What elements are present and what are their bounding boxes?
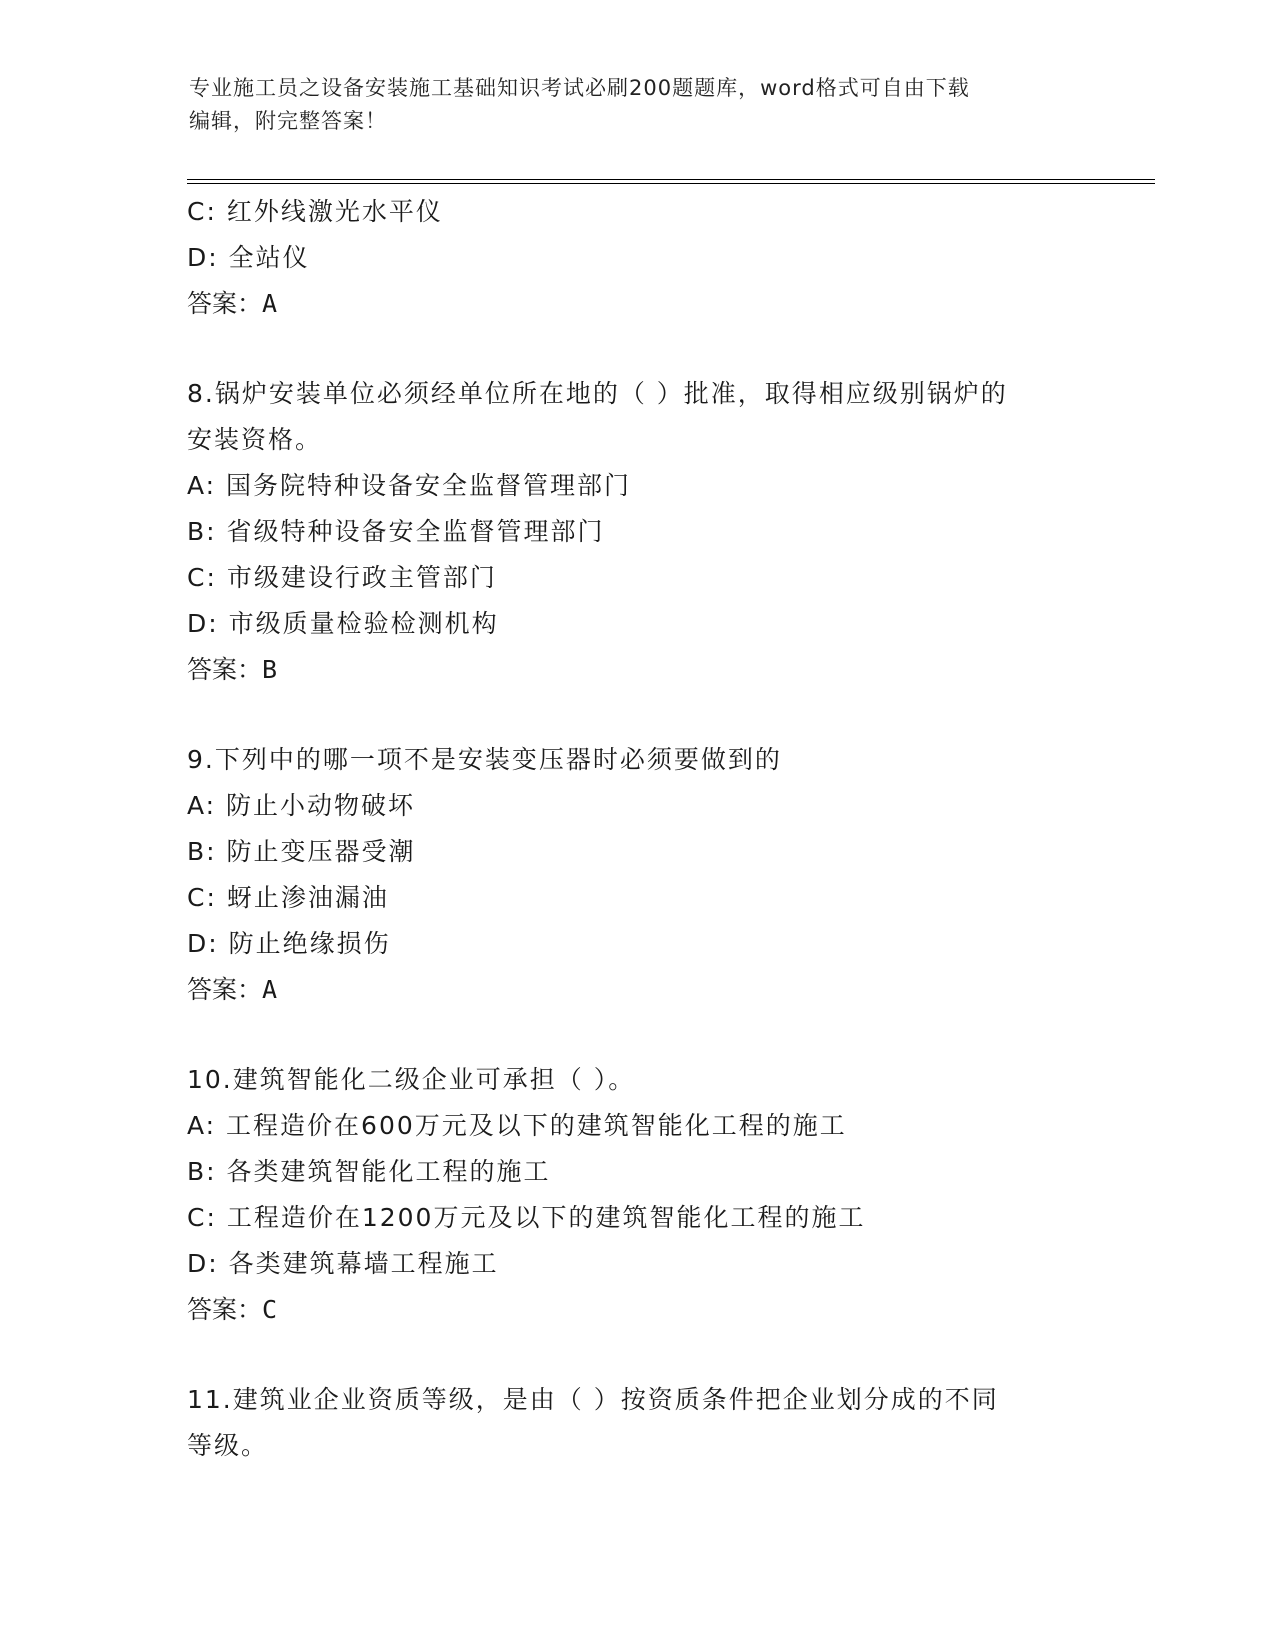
- option-a: A: 国务院特种设备安全监督管理部门: [187, 471, 632, 500]
- option-d: D: 防止绝缘损伤: [187, 929, 391, 958]
- answer-label: 答案：: [187, 655, 263, 684]
- answer-value: A: [262, 289, 278, 318]
- answer-value: A: [262, 975, 278, 1004]
- option-c: C: 市级建设行政主管部门: [187, 563, 497, 592]
- question-8: [187, 371, 1087, 693]
- question-7-continued: [187, 189, 1087, 327]
- option-a: A: 防止小动物破坏: [187, 791, 416, 820]
- question-content: [187, 189, 1087, 1469]
- answer: [187, 1287, 1087, 1333]
- header-line-2: 编辑，附完整答案！: [189, 109, 387, 133]
- answer: [187, 647, 1087, 693]
- answer-value: B: [262, 655, 278, 684]
- question-stem-continued: 安装资格。: [187, 425, 323, 454]
- option-c: C: 工程造价在1200万元及以下的建筑智能化工程的施工: [187, 1203, 866, 1232]
- question-stem: 9.下列中的哪一项不是安装变压器时必须要做到的: [187, 745, 782, 774]
- answer-value: C: [262, 1295, 278, 1324]
- answer-label: 答案：: [187, 975, 263, 1004]
- question-10: [187, 1057, 1087, 1333]
- option-b: B: 各类建筑智能化工程的施工: [187, 1157, 551, 1186]
- question-stem: 10.建筑智能化二级企业可承担（ ）。: [187, 1065, 636, 1094]
- header-line-1: 专业施工员之设备安装施工基础知识考试必刷200题题库，word格式可自由下载: [189, 76, 970, 100]
- answer-label: 答案：: [187, 1295, 263, 1324]
- question-9: [187, 737, 1087, 1013]
- option-a: A: 工程造价在600万元及以下的建筑智能化工程的施工: [187, 1111, 847, 1140]
- question-stem: 11.建筑业企业资质等级，是由（ ）按资质条件把企业划分成的不同: [187, 1385, 999, 1414]
- question-11: [187, 1377, 1087, 1469]
- option-d: D: 市级质量检验检测机构: [187, 609, 499, 638]
- answer: [187, 967, 1087, 1013]
- option-b: B: 防止变压器受潮: [187, 837, 416, 866]
- option-d: D: 全站仪: [187, 243, 310, 272]
- option-c: C: 红外线激光水平仪: [187, 197, 443, 226]
- page-header: [189, 72, 1089, 138]
- option-b: B: 省级特种设备安全监督管理部门: [187, 517, 605, 546]
- option-d: D: 各类建筑幕墙工程施工: [187, 1249, 499, 1278]
- answer: [187, 281, 1087, 327]
- option-c: C: 蚜止渗油漏油: [187, 883, 389, 912]
- answer-label: 答案：: [187, 289, 263, 318]
- question-stem-continued: 等级。: [187, 1431, 269, 1460]
- header-divider: [187, 179, 1155, 184]
- question-stem: 8.锅炉安装单位必须经单位所在地的（ ）批准，取得相应级别锅炉的: [187, 379, 1008, 408]
